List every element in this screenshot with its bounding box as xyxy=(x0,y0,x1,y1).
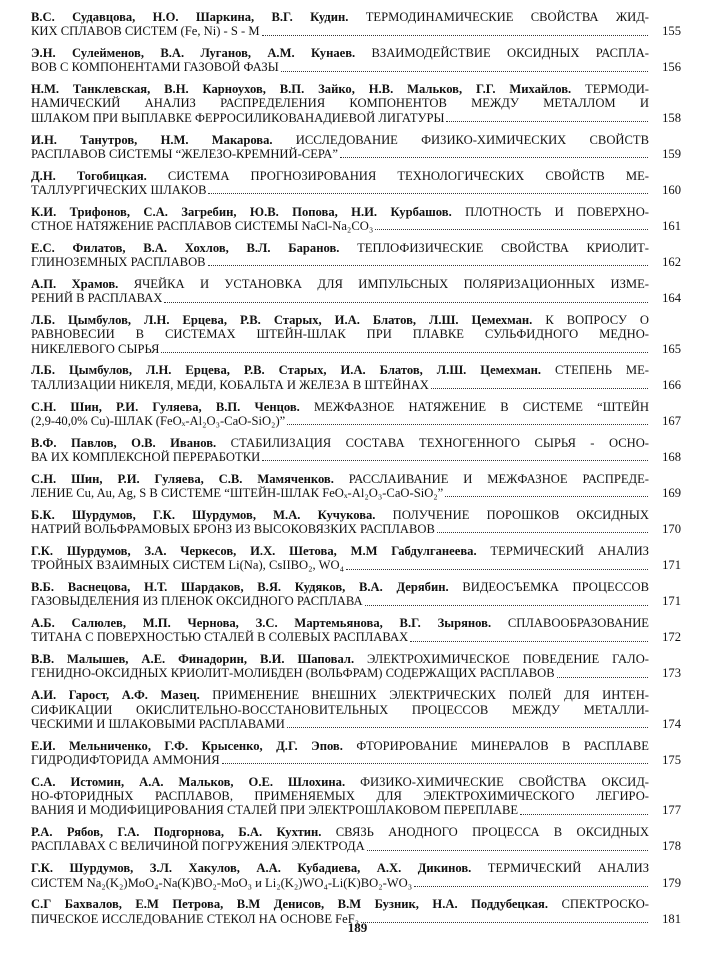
toc-entry-line xyxy=(31,594,681,608)
toc-entry-title: СПЛАВООБРАЗОВАНИЕ xyxy=(491,616,649,631)
toc-entry xyxy=(31,472,681,501)
toc-entry-line xyxy=(31,147,681,161)
toc-entry-line xyxy=(31,472,681,486)
toc-entry-line xyxy=(31,10,681,24)
toc-entry-authors: С.Г Бахвалов, Е.М Петрова, В.М Денисов, В.М Бузник, Н.А. Поддубецкая. xyxy=(31,897,549,912)
toc-entry xyxy=(31,10,681,39)
toc-entry xyxy=(31,436,681,465)
dot-leader xyxy=(340,157,648,158)
toc-entry-authors: В.Ф. Павлов, О.В. Иванов. xyxy=(31,435,217,450)
toc-entry-title: ЧЕСКИМИ И ШЛАКОВЫМИ РАСПЛАВАМИ xyxy=(31,716,285,731)
toc-entry-authors: Л.Б. Цымбулов, Л.Н. Ерцева, Р.В. Старых, И.А. Блатов, Л.Ш. Цемехман. xyxy=(31,313,533,328)
toc-entry-line xyxy=(31,544,681,558)
toc-entry xyxy=(31,825,681,854)
toc-entry-line xyxy=(31,558,681,572)
toc-entry-title: СИСТЕМА ПРОГНОЗИРОВАНИЯ ТЕХНОЛОГИЧЕСКИХ СВОЙСТВ МЕ- xyxy=(146,168,649,183)
dot-leader xyxy=(262,35,648,36)
toc-entry-page: 171 xyxy=(662,558,681,573)
dot-leader xyxy=(208,265,648,266)
toc-entry xyxy=(31,652,681,681)
toc-entry xyxy=(31,205,681,234)
toc-entry-title: РАССЛАИВАНИЕ И МЕЖФАЗНОЕ РАСПРЕДЕ- xyxy=(333,471,649,486)
toc-entry-line xyxy=(31,717,681,731)
toc-entry-title: ФИЗИКО-ХИМИЧЕСКИЕ СВОЙСТВА ОКСИД- xyxy=(345,774,649,789)
toc-entry-line xyxy=(31,652,681,666)
toc-entry-title: ВОВ С КОМПОНЕНТАМИ ГАЗОВОЙ ФАЗЫ xyxy=(31,60,279,75)
toc-entry-line xyxy=(31,825,681,839)
dot-leader xyxy=(557,677,648,678)
toc-entry-line xyxy=(31,803,681,817)
toc-entry-page: 161 xyxy=(662,219,681,234)
toc-entry-page: 166 xyxy=(662,377,681,392)
toc-entry-line xyxy=(31,703,681,717)
toc-entry-line xyxy=(31,436,681,450)
toc-entry xyxy=(31,508,681,537)
toc-entry-line xyxy=(31,291,681,305)
dot-leader xyxy=(367,850,648,851)
toc-entry-line xyxy=(31,363,681,377)
toc-entry-title: ТРОЙНЫХ ВЗАИМНЫХ СИСТЕМ Li(Na), CsIIBO₂, WO₄ xyxy=(31,558,344,573)
toc-entry-line xyxy=(31,82,681,96)
toc-entry xyxy=(31,616,681,645)
dot-leader xyxy=(161,352,648,353)
toc-entry-authors: Э.Н. Сулейменов, В.А. Луганов, А.М. Кунаев. xyxy=(31,46,356,61)
toc-entry-title: КИХ СПЛАВОВ СИСТЕМ (Fe, Ni) - S - M xyxy=(31,24,260,39)
dot-leader xyxy=(431,388,648,389)
toc-entry-authors: А.Б. Салюлев, М.П. Чернова, З.С. Мартемьянова, В.Г. Зырянов. xyxy=(31,616,492,631)
toc-entry-title: ФТОРИРОВАНИЕ МИНЕРАЛОВ В РАСПЛАВЕ xyxy=(342,738,649,753)
toc-entry-authors: Е.С. Филатов, В.А. Хохлов, В.Л. Баранов. xyxy=(31,240,340,255)
toc-entry-line xyxy=(31,183,681,197)
toc-entry-page: 158 xyxy=(662,110,681,125)
toc-entry-line xyxy=(31,508,681,522)
toc-entry-authors: Д.Н. Тогобицкая. xyxy=(31,168,147,183)
toc-entry-title: СИСТЕМ Na₂(K₂)MoO₄-Na(K)BO₂-MoO₃ и Li₂(K₂)WO₄-Li(K)BO₂-WO₃ xyxy=(31,875,413,890)
toc-entry-title: РАСПЛАВОВ СИСТЕМЫ “ЖЕЛЕЗО-КРЕМНИЙ-СЕРА” xyxy=(31,146,338,161)
toc-entry-page: 167 xyxy=(662,413,681,428)
toc-entry-title: ВА ИХ КОМПЛЕКСНОЙ ПЕРЕРАБОТКИ xyxy=(31,449,261,464)
dot-leader xyxy=(414,886,648,887)
dot-leader xyxy=(520,814,648,815)
toc-entry-line xyxy=(31,241,681,255)
toc-entry-line xyxy=(31,96,681,110)
toc-entry-title: ИССЛЕДОВАНИЕ ФИЗИКО-ХИМИЧЕСКИХ СВОЙСТВ xyxy=(272,132,649,147)
dot-leader xyxy=(281,71,648,72)
dot-leader xyxy=(164,302,648,303)
toc-entry-title: ПОЛУЧЕНИЕ ПОРОШКОВ ОКСИДНЫХ xyxy=(375,507,649,522)
toc-entry xyxy=(31,277,681,306)
toc-entry-title: ГИДРОДИФТОРИДА АММОНИЯ xyxy=(31,752,220,767)
toc-entry-authors: Р.А. Рябов, Г.А. Подгорнова, Б.А. Кухтин. xyxy=(31,825,322,840)
toc-entry xyxy=(31,82,681,125)
toc-entry-page: 160 xyxy=(662,182,681,197)
toc-entry-page: 173 xyxy=(662,666,681,681)
toc-entry-line xyxy=(31,327,681,341)
toc-entry xyxy=(31,580,681,609)
toc-entry-authors: Н.М. Танклевская, В.Н. Карноухов, В.П. Зайко, Н.В. Мальков, Г.Г. Михайлов. xyxy=(31,82,572,97)
toc-entry-page: 174 xyxy=(662,716,681,731)
toc-entry-line xyxy=(31,169,681,183)
toc-entry xyxy=(31,861,681,890)
toc-entry-title: ПРИМЕНЕНИЕ ВНЕШНИХ ЭЛЕКТРИЧЕСКИХ ПОЛЕЙ ДЛЯ ИНТЕН- xyxy=(199,688,649,703)
toc-entry-title: ВЗАИМОДЕЙСТВИЕ ОКСИДНЫХ РАСПЛА- xyxy=(355,46,649,61)
toc-entry-title: НО-ФТОРИДНЫХ РАСПЛАВОВ, ПРИМЕНЯЕМЫХ ДЛЯ ЭЛЕКТРОХИМИЧЕСКОГО ЛЕГИРО- xyxy=(31,789,649,804)
toc-entry-title: ГЕНИДНО-ОКСИДНЫХ КРИОЛИТ-МОЛИБДЕН (ВОЛЬФРАМ) СОДЕРЖАЩИХ РАСПЛАВОВ xyxy=(31,666,555,681)
toc-entry-line xyxy=(31,897,681,911)
toc-entry-line xyxy=(31,688,681,702)
toc-entry-title: ТАЛЛУРГИЧЕСКИХ ШЛАКОВ xyxy=(31,182,207,197)
toc-entry-title: РАСПЛАВАХ С ВЕЛИЧИНОЙ ПОГРУЖЕНИЯ ЭЛЕКТРОДА xyxy=(31,839,365,854)
toc-entry-title: СТАБИЛИЗАЦИЯ СОСТАВА ТЕХНОГЕННОГО СЫРЬЯ - ОСНО- xyxy=(216,435,649,450)
table-of-contents xyxy=(31,10,681,933)
toc-entry-title: СТНОЕ НАТЯЖЕНИЕ РАСПЛАВОВ СИСТЕМЫ NaCl-Na₂CO₃ xyxy=(31,219,374,234)
toc-entry-line xyxy=(31,60,681,74)
toc-entry-line xyxy=(31,861,681,875)
dot-leader xyxy=(410,641,648,642)
toc-entry-title: НИКЕЛЕВОГО СЫРЬЯ xyxy=(31,341,160,356)
toc-entry-page: 171 xyxy=(662,594,681,609)
toc-entry-authors: С.Н. Шин, Р.И. Гуляева, В.П. Ченцов. xyxy=(31,399,300,414)
toc-entry-title: ТАЛЛИЗАЦИИ НИКЕЛЯ, МЕДИ, КОБАЛЬТА И ЖЕЛЕЗА В ШТЕЙНАХ xyxy=(31,377,429,392)
toc-entry-authors: Е.И. Мельниченко, Г.Ф. Крысенко, Д.Г. Эпов. xyxy=(31,738,343,753)
toc-entry-title: ГЛИНОЗЕМНЫХ РАСПЛАВОВ xyxy=(31,255,206,270)
toc-entry-title: (2,9-40,0% Cu)-ШЛАК (FeOₓ-Al₂O₃-CaO-SiO₂)” xyxy=(31,413,286,428)
toc-entry-page: 156 xyxy=(662,60,681,75)
toc-entry xyxy=(31,313,681,356)
toc-entry-authors: В.В. Малышев, А.Е. Финадорин, В.И. Шаповал. xyxy=(31,652,355,667)
toc-entry-page: 170 xyxy=(662,522,681,537)
toc-entry-title: ПИЧЕСКОЕ ИССЛЕДОВАНИЕ СТЕКОЛ НА ОСНОВЕ FeF₃ xyxy=(31,911,360,926)
toc-entry-authors: С.Н. Шин, Р.И. Гуляева, С.В. Мамяченков. xyxy=(31,471,334,486)
toc-entry xyxy=(31,739,681,768)
toc-entry xyxy=(31,363,681,392)
dot-leader xyxy=(287,727,648,728)
toc-entry-line xyxy=(31,111,681,125)
toc-entry-page: 162 xyxy=(662,255,681,270)
toc-entry-title: К ВОПРОСУ О xyxy=(532,313,650,328)
toc-entry xyxy=(31,544,681,573)
toc-entry-authors: К.И. Трифонов, С.А. Загребин, Ю.В. Попова, Н.И. Курбашов. xyxy=(31,204,452,219)
dot-leader xyxy=(365,605,648,606)
toc-entry-title: РАВНОВЕСИИ В СИСТЕМАХ ШТЕЙН-ШЛАК ПРИ ПЛАВКЕ СУЛЬФИДНОГО МЕДНО- xyxy=(31,327,649,342)
dot-leader xyxy=(262,460,648,461)
dot-leader xyxy=(445,496,648,497)
toc-entry-authors: Г.К. Шурдумов, З.А. Черкесов, И.Х. Шетова, М.М Габдулганеева. xyxy=(31,543,477,558)
toc-entry-page: 169 xyxy=(662,486,681,501)
toc-entry xyxy=(31,241,681,270)
toc-entry-line xyxy=(31,400,681,414)
toc-entry xyxy=(31,688,681,731)
toc-entry-line xyxy=(31,522,681,536)
toc-entry-line xyxy=(31,24,681,38)
toc-entry-authors: Б.К. Шурдумов, Г.К. Шурдумов, М.А. Кучукова. xyxy=(31,507,376,522)
toc-entry-authors: А.И. Гарост, А.Ф. Мазец. xyxy=(31,688,200,703)
toc-entry-title: СИФИКАЦИИ ОКИСЛИТЕЛЬНО-ВОССТАНОВИТЕЛЬНЫХ ПРОЦЕССОВ МЕЖДУ МЕТАЛЛИ- xyxy=(31,702,649,717)
toc-entry-title: ТЕРМИЧЕСКИЙ АНАЛИЗ xyxy=(471,861,649,876)
toc-entry-title: РЕНИЙ В РАСПЛАВАХ xyxy=(31,291,163,306)
toc-entry-page: 165 xyxy=(662,341,681,356)
dot-leader xyxy=(375,229,648,230)
toc-entry-title: ГАЗОВЫДЕЛЕНИЯ ИЗ ПЛЕНОК ОКСИДНОГО РАСПЛАВА xyxy=(31,594,363,609)
toc-entry-authors: В.С. Судавцова, Н.О. Шаркина, В.Г. Кудин. xyxy=(31,10,349,24)
dot-leader xyxy=(346,569,648,570)
toc-entry xyxy=(31,133,681,162)
toc-entry-line xyxy=(31,839,681,853)
toc-entry xyxy=(31,775,681,818)
toc-entry-page: 159 xyxy=(662,146,681,161)
toc-entry-page: 181 xyxy=(662,911,681,926)
toc-entry-line xyxy=(31,219,681,233)
toc-entry-line xyxy=(31,666,681,680)
toc-entry-page: 172 xyxy=(662,630,681,645)
toc-entry-title: ШЛАКОМ ПРИ ВЫПЛАВКЕ ФЕРРОСИЛИКОВАНАДИЕВОЙ ЛИГАТУРЫ xyxy=(31,110,445,125)
toc-entry-title: ВАНИЯ И МОДИФИЦИРОВАНИЯ СТАЛЕЙ ПРИ ЭЛЕКТРОШЛАКОВОМ ПЕРЕПЛАВЕ xyxy=(31,803,519,818)
toc-entry xyxy=(31,46,681,75)
toc-entry-line xyxy=(31,580,681,594)
toc-entry-line xyxy=(31,133,681,147)
page-number: 189 xyxy=(347,920,368,935)
toc-entry-line xyxy=(31,46,681,60)
toc-entry-line xyxy=(31,486,681,500)
toc-entry-line xyxy=(31,414,681,428)
toc-entry-line xyxy=(31,775,681,789)
toc-entry-page: 175 xyxy=(662,752,681,767)
dot-leader xyxy=(437,532,648,533)
toc-entry-line xyxy=(31,255,681,269)
toc-entry-title: НАТРИЙ ВОЛЬФРАМОВЫХ БРОНЗ ИЗ ВЫСОКОВЯЗКИХ РАСПЛАВОВ xyxy=(31,522,435,537)
toc-entry xyxy=(31,169,681,198)
toc-entry-authors: Л.Б. Цымбулов, Л.Н. Ерцева, Р.В. Старых, И.А. Блатов, Л.Ш. Цемехман. xyxy=(31,363,542,378)
toc-entry-title: ТИТАНА С ПОВЕРХНОСТЬЮ СТАЛЕЙ В СОЛЕВЫХ РАСПЛАВАХ xyxy=(31,630,409,645)
toc-entry-title: ВИДЕОСЪЕМКА ПРОЦЕССОВ xyxy=(448,580,649,594)
toc-entry-line xyxy=(31,342,681,356)
toc-entry-authors: Г.К. Шурдумов, З.Л. Хакулов, А.А. Кубадиева, А.Х. Дикинов. xyxy=(31,861,472,876)
toc-entry-title: ТЕРМОДИНАМИЧЕСКИЕ СВОЙСТВА ЖИД- xyxy=(348,10,649,24)
toc-entry-title: СПЕКТРОСКО- xyxy=(548,897,649,912)
toc-entry-title: ПЛОТНОСТЬ И ПОВЕРХНО- xyxy=(451,204,649,219)
toc-entry-line xyxy=(31,753,681,767)
toc-entry-page: 178 xyxy=(662,839,681,854)
toc-entry-page: 164 xyxy=(662,291,681,306)
toc-entry-line xyxy=(31,789,681,803)
toc-entry-page: 155 xyxy=(662,24,681,39)
dot-leader xyxy=(222,763,648,764)
toc-entry-line xyxy=(31,630,681,644)
toc-entry-line xyxy=(31,313,681,327)
dot-leader xyxy=(208,193,648,194)
toc-entry-line xyxy=(31,616,681,630)
toc-entry-authors: А.П. Храмов. xyxy=(31,276,119,291)
toc-entry-page: 168 xyxy=(662,449,681,464)
toc-entry-title: НАМИЧЕСКИЙ АНАЛИЗ РАСПРЕДЕЛЕНИЯ КОМПОНЕНТОВ МЕЖДУ МЕТАЛЛОМ И xyxy=(31,96,649,111)
toc-entry-line xyxy=(31,739,681,753)
toc-entry-line xyxy=(31,277,681,291)
toc-entry-line xyxy=(31,205,681,219)
toc-entry-line xyxy=(31,450,681,464)
toc-entry-title: МЕЖФАЗНОЕ НАТЯЖЕНИЕ В СИСТЕМЕ “ШТЕЙН xyxy=(299,399,649,414)
toc-entry-page: 177 xyxy=(662,803,681,818)
toc-entry-authors: И.Н. Танутров, Н.М. Макарова. xyxy=(31,132,273,147)
dot-leader xyxy=(287,424,648,425)
toc-entry-title: ЯЧЕЙКА И УСТАНОВКА ДЛЯ ИМПУЛЬСНЫХ ПОЛЯРИЗАЦИОННЫХ ИЗМЕ- xyxy=(118,276,649,291)
toc-entry-authors: С.А. Истомин, А.А. Мальков, О.Е. Шлохина. xyxy=(31,774,346,789)
toc-entry-authors: В.Б. Васнецова, Н.Т. Шардаков, В.Я. Кудяков, В.А. Дерябин. xyxy=(31,580,449,594)
toc-entry-page: 179 xyxy=(662,875,681,890)
dot-leader xyxy=(446,121,648,122)
toc-entry-title: ЛЕНИЕ Cu, Au, Ag, S В СИСТЕМЕ “ШТЕЙН-ШЛАК FeOₓ-Al₂O₃-CaO-SiO₂” xyxy=(31,486,444,501)
toc-entry-title: СТЕПЕНЬ МЕ- xyxy=(541,363,649,378)
toc-entry-title: ТЕРМИЧЕСКИЙ АНАЛИЗ xyxy=(476,543,649,558)
toc-entry-title: ЭЛЕКТРОХИМИЧЕСКОЕ ПОВЕДЕНИЕ ГАЛО- xyxy=(354,652,649,667)
toc-entry-title: СВЯЗЬ АНОДНОГО ПРОЦЕССА В ОКСИДНЫХ xyxy=(321,825,649,840)
toc-entry xyxy=(31,400,681,429)
toc-entry-line xyxy=(31,378,681,392)
toc-entry-title: ТЕРМОДИ- xyxy=(571,82,649,97)
toc-entry-line xyxy=(31,876,681,890)
toc-entry-title: ТЕПЛОФИЗИЧЕСКИЕ СВОЙСТВА КРИОЛИТ- xyxy=(339,240,649,255)
